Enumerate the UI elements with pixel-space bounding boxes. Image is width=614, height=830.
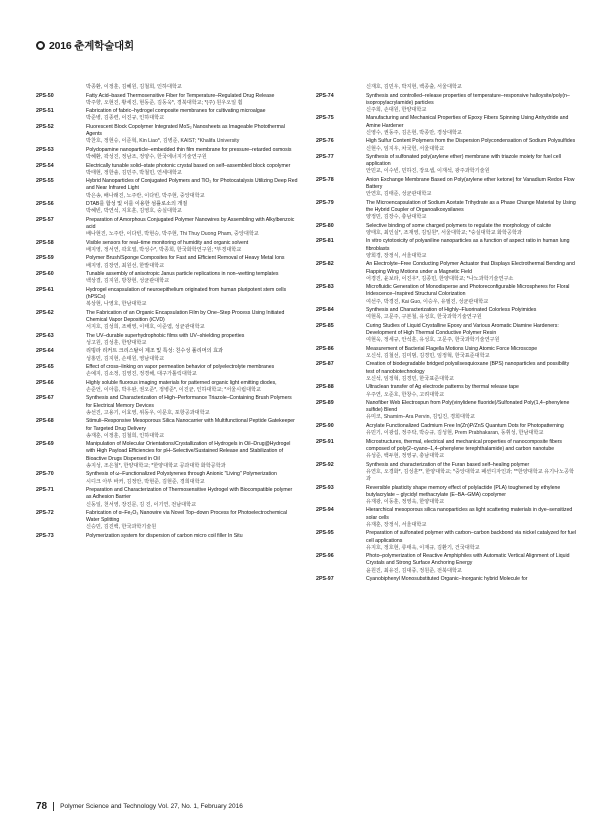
entry-authors: 우주연, 오준호, 한창수, 고려대학교 xyxy=(366,391,445,398)
entry-title: The Microencapsulation of Sodium Acetate Trihydrate as a Phase Change Material by Using the Hybrid Coupler of Organoalkoxysilanes xyxy=(366,199,576,214)
entry-authors: 오신석, 김철선, 김미범, 김경민, 임정혁, 한국표준대학교 xyxy=(366,352,490,359)
entry-code: 2PS-72 xyxy=(36,510,54,516)
program-entry xyxy=(36,255,298,269)
entry-title: Synthesis of sulfonated poly(arylene ether) membrane with triazole moiety for fuel cell application xyxy=(366,154,561,168)
entry-title: Microfluidic Generation of Monodisperse and Photoreconfigurable Microspheres for Floral Iridescence–Inspired Structural Colorization xyxy=(366,284,570,298)
entry-title: Nanofiber Web Electrospun from Poly(vinylidene fluoride)/Sulfonated Poly(1,4–phenylene sulfide) Blend xyxy=(366,400,570,414)
entry-authors: 신동일, 천서영, 장진문, 김 진, 이기연, 전남대학교 xyxy=(86,501,197,508)
entry-code: 2PS-97 xyxy=(316,576,334,583)
entry-code: 2PS-94 xyxy=(316,507,334,514)
entry-authors: 박은송, 배나래진, 노주란, 이다빈, 박주현, 중앙대학교 xyxy=(86,192,205,199)
entry-title: Synthesis and Characterization of Highly–Fluorinated Colorless Polyimides xyxy=(366,307,537,314)
program-entry xyxy=(316,93,578,115)
program-entry xyxy=(36,333,298,347)
entry-title: Synthesis and characterization of the Furan based self–healing polymer xyxy=(366,461,530,468)
entry-authors: 시디크 아부 바커, 김정안, 박현준, 김현준, 경희대학교 xyxy=(86,478,205,485)
entry-authors: 송선진, 고용기, 이효영, 위동우, 이문호, 포항공과대학교 xyxy=(86,409,210,416)
entry-code: 2PS-56 xyxy=(36,201,54,208)
program-entry xyxy=(316,307,578,321)
program-entry xyxy=(36,380,298,394)
entry-title: Synthesis and controlled–release properties of temperature–responsive halloysite/poly(n–isopropylacrylamide) particles xyxy=(366,92,570,106)
entry-title: Polydopamine nanoparticle–embedded thin film membrane for pressure–retarded osmosis xyxy=(86,146,292,153)
entry-code: 2PS-59 xyxy=(36,255,54,262)
entry-authors: 송재훈, 이정훈, 김철희, 인하대학교 xyxy=(86,432,165,439)
entry-authors: 신영수, 권동주, 김은현, 박종만, 경상대학교 xyxy=(366,129,462,136)
entry-code: 2PS-80 xyxy=(316,222,334,229)
program-entry xyxy=(36,271,298,285)
entry-authors: 손예지, 김소정, 김영진, 정경해, 대구가톨릭대학교 xyxy=(86,371,197,378)
entry-title: Fabrication of α–Fe₂O₃ Nanowire via Novel Top–down Process for Photoelectrochemical Water Splitting xyxy=(86,510,287,524)
entry-title: Fabrication of fabric–hydrogel composite membranes for cultivating microalgae xyxy=(86,108,266,115)
program-entry xyxy=(316,361,578,383)
top-authors-right xyxy=(316,84,578,91)
program-entry xyxy=(36,395,298,417)
entry-authors: 배지영, 정서연, 곽호열, 박성수*, 박종희, 한국화학연구원; *부경대학교 xyxy=(86,246,242,253)
program-entry xyxy=(36,471,298,485)
entry-authors: 유지호, 정호현, 류태욱, 이재규, 김환기, 건국대학교 xyxy=(366,544,480,551)
entry-title: Reversible plasticity shape memory effect of polylactide (PLA) toughened by ethylene butylacrylate – glycidyl methacrylate (E–BA–GMA) copolymer xyxy=(366,484,561,498)
authors-line: 박종환, 이정훈, 김혜원, 김철희, 인하대학교 xyxy=(86,84,182,90)
entry-authors: 안민교, 이수빈, 민하진, 장요셉, 이재석, 광주과학기술원 xyxy=(366,168,490,175)
entry-authors: 유연호, 오경화*, 김성훈**, 한양대학교; *중앙대학교 패션디자인과; **한양대학교 유기나노공학과 xyxy=(366,468,574,482)
entry-code: 2PS-73 xyxy=(36,532,54,539)
entry-authors: 유민기, 이광섭, 정주탁, 박승규, 김성현, Prem Prabhakaran, 동휘성, 한남대학교 xyxy=(366,430,544,437)
entry-code: 2PS-61 xyxy=(36,286,54,293)
entry-title: Electrically tunable solid–state photonic crystal based on self–assembled block copolymer xyxy=(86,162,291,169)
program-entry xyxy=(36,217,298,239)
entry-authors: 복상현, 나영호, 한남대학교 xyxy=(86,301,147,308)
entry-code: 2PS-96 xyxy=(316,553,334,560)
entry-code: 2PS-92 xyxy=(316,461,334,468)
entry-title: 리빙라 리커트 크리스탈이 제조 및 특성: 친수성 폴리머의 효과 xyxy=(86,348,223,355)
program-entry xyxy=(36,201,298,215)
entry-code: 2PS-82 xyxy=(316,261,334,268)
entry-code: 2PS-68 xyxy=(36,418,54,425)
program-entry xyxy=(316,400,578,422)
entry-code: 2PS-74 xyxy=(316,92,334,99)
entry-title: Acrylate Functionalized Cadmium Free In(Zn)P/ZnS Quantum Dots for Photopatterning xyxy=(366,422,564,429)
entry-code: 2PS-83 xyxy=(316,284,334,291)
program-entry xyxy=(316,384,578,398)
entry-code: 2PS-52 xyxy=(36,123,54,130)
entry-title: Manipulation of Molecular Orientations/Crystallization of Hydrogels in Oil–Drug@Hydrogel with High Payload Efficiencies for pH–Selective/Sustained Release and Stabilization of Bioactive Drugs Dispersed in Oil xyxy=(86,441,291,462)
entry-authors: 박주향, 오현진, 황세진, 현동준, 김동욱*, 경북대학교; *(주) 원우오일 휨 xyxy=(86,99,243,106)
entry-title: Manufacturing and Mechanical Properties of Epoxy Fibers Spinning Using Anhydride and Amine Hardener xyxy=(366,115,569,129)
entry-code: 2PS-90 xyxy=(316,422,334,429)
entry-authors: 여현욱, 정세규, 안석훈, 유성호, 고문주, 한국과학기술연구원 xyxy=(366,337,500,344)
entry-code: 2PS-50 xyxy=(36,92,54,99)
program-entry xyxy=(316,507,578,529)
program-entry xyxy=(36,163,298,177)
entry-authors: 여선주, 박경진, Kai Guo, 이승우, 유필진, 성균관대학교 xyxy=(366,298,489,305)
entry-code: 2PS-60 xyxy=(36,271,54,278)
entry-title: Anion Exchange Membrane Based on Poly(arylene ether ketone) for Vanadium Redox Flow Battery xyxy=(366,176,575,191)
entry-title: Preparation of Amorphous Conjugated Polymer Nanowires by Assembling with Alkylbenzoic acid xyxy=(86,216,295,231)
entry-title: Polymerization system for dispersion of carbon micro coil filler In Situ xyxy=(86,532,243,539)
entry-code: 2PS-79 xyxy=(316,199,334,206)
program-entry xyxy=(36,124,298,146)
page-title: 2016 춘계학술대회 xyxy=(49,40,134,52)
entry-title: Synthesis of ω–Functionalized Polystyrenes through Anionic "Living" Polymerization xyxy=(86,471,277,478)
page-footer xyxy=(36,801,243,812)
entry-code: 2PS-62 xyxy=(36,309,54,316)
program-entry xyxy=(316,576,578,583)
program-entry xyxy=(36,364,298,378)
entry-authors: 유재훈, 장정식, 서울대학교 xyxy=(366,521,427,528)
entry-authors: 박찬호, 정현승, 이준혁, Kin Liao*, 김병준, KAIST; *Khalifa University xyxy=(86,138,240,145)
program-entry xyxy=(36,147,298,161)
program-entry xyxy=(316,223,578,237)
program-entry xyxy=(316,462,578,484)
entry-code: 2PS-85 xyxy=(316,322,334,329)
entry-authors: 여현목, 고문주, 구본철, 유성호, 한국과학기술연구원 xyxy=(366,314,482,321)
program-entry xyxy=(36,418,298,440)
entry-title: Fatty Acid–based Thermosensitive Fiber for Temperature–Regulated Drug Release xyxy=(86,92,275,99)
entry-title: Hierarchical mesoporous silica nanoparticles as light scattering materials in dye–sensitized solar cells xyxy=(366,507,573,521)
entry-code: 2PS-93 xyxy=(316,484,334,491)
entry-code: 2PS-76 xyxy=(316,138,334,145)
authors-line: 신재호, 김민우, 박지현, 백종출, 서울대학교 xyxy=(366,84,462,90)
program-entry xyxy=(316,154,578,176)
entry-title: DTAB를 합성 및 이를 이용한 섬률로소의 개질 xyxy=(86,201,188,208)
entry-code: 2PS-88 xyxy=(316,384,334,391)
entry-title: Synthesis and Characterization of High–Performance Triazole–Containing Brush Polymers for Electrical Memory Devices xyxy=(86,395,292,409)
entry-authors: 양희경, 장정식, 서울대학교 xyxy=(366,252,427,259)
entry-title: Visible sensors for real–time monitoring of humidity and organic solvent xyxy=(86,239,249,246)
top-authors-left xyxy=(36,84,298,91)
entry-authors: 신승민, 김진백, 한국과학기술원 xyxy=(86,524,157,531)
program-entry xyxy=(316,530,578,552)
entry-authors: 윤원진, 최유진, 김대중, 정원준, 전북대학교 xyxy=(366,567,462,574)
entry-authors: 박준병, 김종련, 이진규, 인하대학교 xyxy=(86,115,165,122)
program-entry xyxy=(316,177,578,199)
entry-title: Curing Studies of Liquid Crystalline Epoxy and Various Aromatic Diamine Hardeners: Development of High Thermal Conductive Polymer Resin xyxy=(366,322,559,337)
entry-code: 2PS-67 xyxy=(36,395,54,402)
entry-title: Selective binding of some charged polymers to regulate the morphology of calcite xyxy=(366,222,552,229)
right-column xyxy=(316,84,578,585)
entry-title: Hybrid Nanoparticles of Conjugated Polymers and TiO₂ for Photocatalysis Utilizing Deep Red and Near Infrared Light xyxy=(86,178,298,192)
program-entry xyxy=(316,238,578,260)
entry-title: An Electrolyte–Free Conducting Polymer Actuator that Displays Electrothermal Bending and Flapping Wing Motions under a Magnetic Field xyxy=(366,261,575,275)
entry-authors: 양정민, 김장수, 충남대학교 xyxy=(366,214,427,221)
entry-authors: 유성준, 백두현, 정영규, 충남대학교 xyxy=(366,453,445,460)
entry-code: 2PS-66 xyxy=(36,379,54,386)
program-entry xyxy=(36,310,298,332)
entry-code: 2PS-69 xyxy=(36,441,54,448)
page-number: 78 xyxy=(36,801,48,812)
entry-authors: 배지영, 김장연, 최원선, 한밭대학교 xyxy=(86,262,165,269)
entry-authors: 오신석, 임정혁, 김경민, 한국표준대학교 xyxy=(366,375,455,382)
program-entry xyxy=(316,261,578,283)
entry-code: 2PS-91 xyxy=(316,438,334,445)
entry-code: 2PS-54 xyxy=(36,162,54,169)
entry-code: 2PS-75 xyxy=(316,115,334,122)
entry-authors: 송지성, 조은철*, 한양대학교; *한양대학교 공과대학 화학공학과 xyxy=(86,462,226,469)
program-entry xyxy=(316,553,578,575)
entry-title: Ultraclean transfer of Ag electrode patterns by thermal release tape xyxy=(366,384,519,391)
entry-title: Photo–polymerization of Reactive Amphiphiles with Automatic Vertical Alignment of Liquid Crystals and Strong Surface Anchoring Energy xyxy=(366,553,570,567)
program-entry xyxy=(316,323,578,345)
entry-code: 2PS-63 xyxy=(36,332,54,339)
entry-code: 2PS-89 xyxy=(316,400,334,407)
entry-title: Tunable assembly of anisotropic Janus particle replications in non–wetting templates xyxy=(86,271,279,278)
entry-code: 2PS-95 xyxy=(316,530,334,537)
entry-title: In vitro cytotoxicity of polyaniline nanoparticles as a function of aspect ratio in human lung fibroblasts xyxy=(366,238,570,252)
entry-code: 2PS-65 xyxy=(36,364,54,371)
entry-code: 2PS-78 xyxy=(316,176,334,183)
bullet-circle-icon xyxy=(36,41,45,50)
entry-title: High Sulfur Content Polymers from the Dispersion Polycondensation of Sodium Polysulfides xyxy=(366,138,576,145)
footer-divider xyxy=(53,802,54,811)
entry-code: 2PS-70 xyxy=(36,471,54,478)
page-header xyxy=(36,38,134,53)
program-entry xyxy=(36,510,298,532)
entry-code: 2PS-55 xyxy=(36,178,54,185)
journal-info: Polymer Science and Technology Vol. 27, No. 1, February 2016 xyxy=(60,803,243,810)
entry-title: The UV–durable superhydrophobic films with UV–shielding properties xyxy=(86,332,245,339)
entry-title: Stimuli–Responsive Mesoporous Silica Nanocarrier with Multifunctional Peptide Gatekeeper for Targeted Drug Delivery xyxy=(86,418,295,432)
entry-code: 2PS-77 xyxy=(316,154,334,161)
entry-authors: 안연호, 김태준, 성균관대학교 xyxy=(366,191,432,198)
entry-code: 2PS-87 xyxy=(316,361,334,368)
entry-title: Cyanobiphenyl Monosubstituted Organic–Inorganic hybrid Molecule for xyxy=(366,576,528,583)
entry-code: 2PS-53 xyxy=(36,146,54,153)
entry-authors: 어경진, 윤보라, 이진우*, 김종민, 한양대학교; *나노과학기술연구소 xyxy=(366,275,514,282)
entry-authors: 성홍민, 김지현, 손태원, 영남대학교 xyxy=(86,355,165,362)
entry-title: The Fabrication of an Organic Encapsulation Film by One–Step Process Using Initiated Chemical Vapor Deposition (iCVD) xyxy=(86,309,285,323)
program-entry xyxy=(36,240,298,254)
program-entry xyxy=(316,200,578,222)
entry-title: Polymer Brush/Sponge Composites for Fast and Efficient Removal of Heavy Metal Ions xyxy=(86,255,285,262)
program-entry xyxy=(36,441,298,470)
entry-authors: 배나현진, 노주란, 이다빈, 박현승, 박주현, Thi Thuy Duong Pham, 중앙대학교 xyxy=(86,231,259,238)
entry-code: 2PS-81 xyxy=(316,238,334,245)
entry-authors: 박혜환, 곽성진, 정남조, 정양수, 한국에너지기술연구원 xyxy=(86,154,207,161)
entry-authors: 서지호, 김성희, 조해영, 이태호, 이준엽, 성균관대학교 xyxy=(86,324,205,331)
entry-code: 2PS-57 xyxy=(36,216,54,223)
entry-title: Creation of biodegradable bridged polysilsesquioxane (BPS) nanoparticles and possibility test of nanobiotechnology xyxy=(366,361,570,375)
program-entry xyxy=(36,487,298,509)
program-entry xyxy=(36,178,298,200)
entry-authors: 양태호, 최인실*, 조재영, 김일원*, 서울대학교; *숭실대학교 화학공학과 xyxy=(366,229,522,236)
entry-title: Hydrogel encapsulation of neuroepithelium originated from human pluripotent stem cells (hPSCs) xyxy=(86,286,287,301)
entry-authors: 유미코, Shamim–Ara Pervin, 김입진, 경희대학교 xyxy=(366,414,475,421)
entry-authors: 박태현, 정한솔, 김민주, 박철민, 연세대학교 xyxy=(86,169,182,176)
program-entry xyxy=(36,287,298,309)
entry-title: Fluorescent Block Copolymer Integrated MoS₂ Nanosheets as Imageable Photothermal Agents xyxy=(86,123,285,138)
program-entry xyxy=(316,439,578,461)
program-entry xyxy=(316,423,578,437)
program-entry xyxy=(316,138,578,152)
entry-code: 2PS-51 xyxy=(36,108,54,115)
entry-code: 2PS-71 xyxy=(36,487,54,494)
entry-code: 2PS-86 xyxy=(316,345,334,352)
entry-code: 2PS-58 xyxy=(36,239,54,246)
entry-authors: 백상결, 김지원, 방창현, 성균관대학교 xyxy=(86,278,170,285)
program-entry xyxy=(36,93,298,107)
entry-authors: 성고원, 김성훈, 한양대학교 xyxy=(86,339,147,346)
entry-authors: 박혜빈, 박연석, 지호훈, 김영호, 숭실대학교 xyxy=(86,208,182,215)
entry-code: 2PS-64 xyxy=(36,348,54,355)
entry-title: Effect of cross–linking on vapor permeation behavior of polyelectrolyte membranes xyxy=(86,364,275,371)
entry-title: Measurement of Bacterial Flagella Motions Using Atomic Force Microscope xyxy=(366,345,538,352)
entry-title: Preparation and Characterization of Thermosensitive Hydrogel with Biocompatible polymer as Adhesion Barrier xyxy=(86,487,293,501)
program-entry xyxy=(36,348,298,362)
entry-title: Preparation of sulfonated polymer with carbon–carbon backbond via nickel catalyzed for fuel cell applications xyxy=(366,530,577,544)
entry-authors: 유재광, 이동훈, 정영욱, 한양대학교 xyxy=(366,498,445,505)
program-entry xyxy=(36,533,298,540)
entry-authors: 손준언, 이아름, 박우완, 권오준*, 정병준*, 이진균, 인하대학교; *서울시립대학교 xyxy=(86,386,261,393)
entry-title: Microstructures, thermal, electrical and mechanical properties of nanocomposite fibers composed of poly(2–cyano–1,4–phenylene terephthalamide) and carbon nanotube xyxy=(366,438,563,452)
entry-authors: 신주희, 손대원, 한양대학교 xyxy=(366,106,427,113)
program-entry xyxy=(316,115,578,137)
entry-title: Highly soluble fluorous imaging materials for patterned organic light emitting diodes, xyxy=(86,379,277,386)
program-entry xyxy=(316,284,578,306)
program-entry xyxy=(316,485,578,507)
program-entry xyxy=(316,346,578,360)
entry-code: 2PS-84 xyxy=(316,307,334,314)
program-entry xyxy=(36,108,298,122)
left-column xyxy=(36,84,298,541)
entry-authors: 신현수, 임지우, 차국헌, 서울대학교 xyxy=(366,145,445,152)
